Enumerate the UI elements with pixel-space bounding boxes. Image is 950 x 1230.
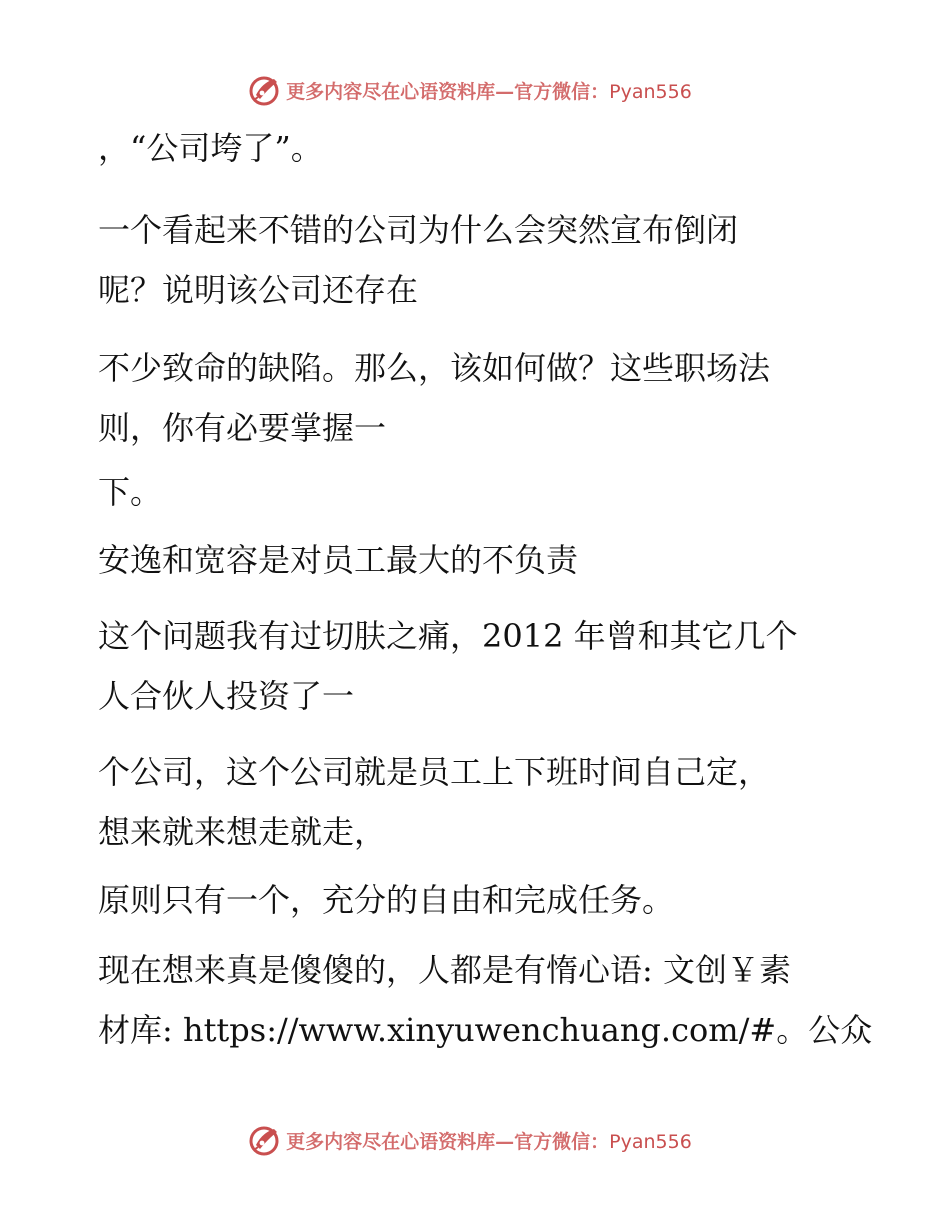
paragraph xyxy=(98,118,323,178)
header-banner xyxy=(0,70,950,110)
paragraph xyxy=(98,462,162,522)
paragraph xyxy=(98,200,738,320)
footer-banner-text xyxy=(286,1127,692,1154)
text-line: 材库: https://www.xinyuwenchuang.com/#。公众 xyxy=(98,1011,873,1049)
pen-logo-icon xyxy=(248,1123,282,1157)
section-heading xyxy=(98,530,578,590)
footer-text: 更多内容尽在心语资料库—官方微信： xyxy=(286,1130,610,1153)
paragraph xyxy=(98,742,770,862)
text-line: 想来就来想走就走， xyxy=(98,813,387,851)
footer-banner xyxy=(0,1120,950,1160)
text-line: ，“公司垮了”。 xyxy=(98,129,323,167)
text-line: 个公司，这个公司就是员工上下班时间自己定， xyxy=(98,753,771,791)
text-line: 呢？说明该公司还存在 xyxy=(98,271,419,309)
paragraph xyxy=(98,338,770,458)
text-line: 原则只有一个，充分的自由和完成任务。 xyxy=(98,881,675,919)
text-line: 安逸和宽容是对员工最大的不负责 xyxy=(98,541,579,579)
text-line: 则，你有必要掌握一 xyxy=(98,409,387,447)
footer-banner-inner xyxy=(248,1123,692,1157)
header-banner-inner xyxy=(248,73,692,107)
paragraph xyxy=(98,940,872,1060)
text-line: 下。 xyxy=(98,473,163,511)
paragraph xyxy=(98,870,674,930)
pen-logo-icon xyxy=(248,73,282,107)
text-line: 不少致命的缺陷。那么，该如何做？这些职场法 xyxy=(98,349,771,387)
header-text: 更多内容尽在心语资料库—官方微信： xyxy=(286,80,610,103)
paragraph xyxy=(98,606,798,726)
text-line: 一个看起来不错的公司为什么会突然宣布倒闭 xyxy=(98,211,739,249)
text-line: 现在想来真是傻傻的，人都是有惰心语: 文创￥素 xyxy=(98,951,791,989)
header-banner-text xyxy=(286,77,692,104)
footer-wechat-id: Pyan556 xyxy=(609,1130,692,1153)
header-wechat-id: Pyan556 xyxy=(609,80,692,103)
text-line: 这个问题我有过切肤之痛，2012 年曾和其它几个 xyxy=(98,617,798,655)
text-line: 人合伙人投资了一 xyxy=(98,677,355,715)
